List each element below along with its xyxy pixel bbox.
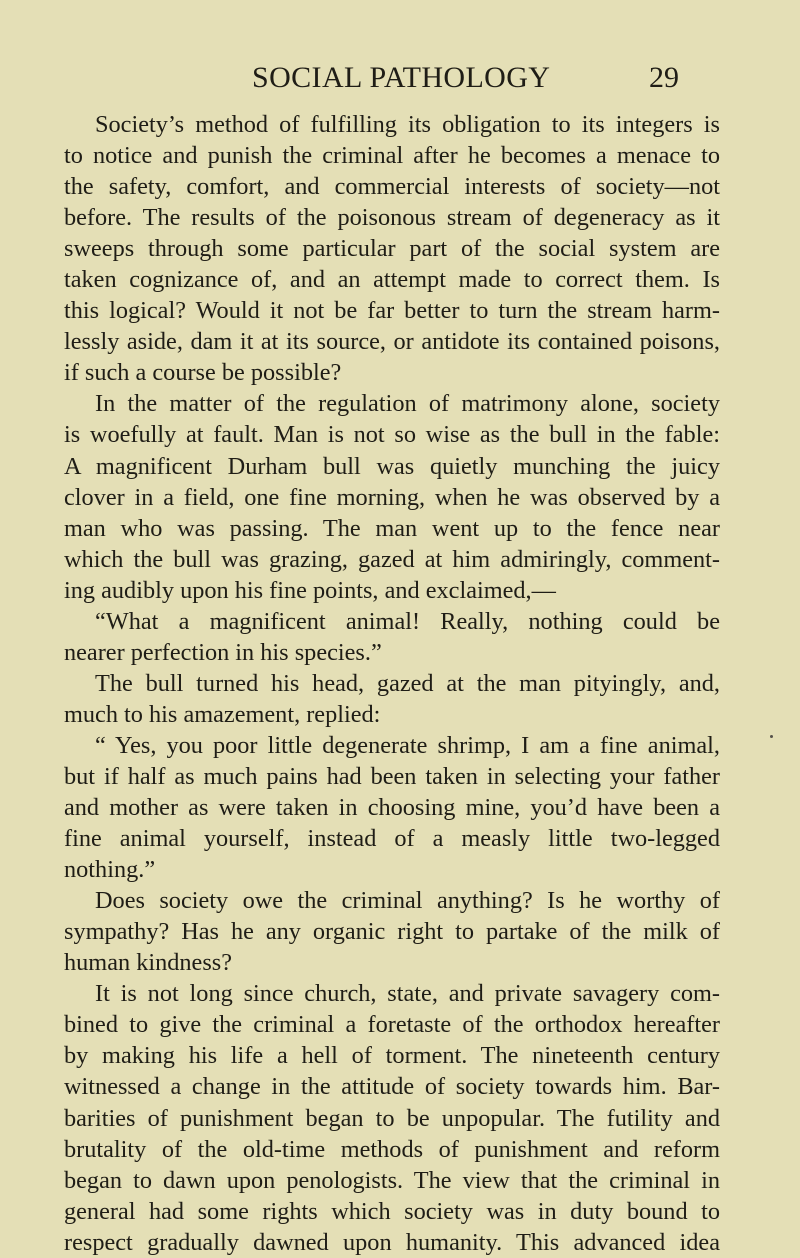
text-line: man who was passing. The man went up to the fence near — [64, 514, 720, 542]
text-line: if such a course be possible? — [64, 359, 342, 387]
running-head — [0, 58, 800, 98]
text-line: respect gradually dawned upon humanity. This advanced idea — [64, 1228, 720, 1256]
text-line: to notice and punish the criminal after he becomes a menace to — [64, 142, 720, 170]
text-line: and mother as were taken in choosing mine, you’d have been a — [64, 794, 720, 822]
text-line: Society’s method of fulfilling its obligation to its integers is — [95, 111, 720, 138]
text-line: The bull turned his head, gazed at the man pityingly, and, — [95, 669, 720, 697]
text-line: taken cognizance of, and an attempt made to correct them. Is — [64, 266, 720, 294]
text-line: this logical? Would it not be far better to turn the stream harm- — [64, 297, 720, 325]
text-line: clover in a field, one fine morning, when he was observed by a — [64, 483, 720, 511]
running-title: SOCIAL PATHOLOGY — [252, 61, 551, 94]
body-text — [64, 109, 720, 1258]
text-line: before. The results of the poisonous stream of degeneracy as it — [64, 204, 720, 232]
text-line: is woefully at fault. Man is not so wise as the bull in the fable: — [64, 421, 720, 449]
text-line: much to his amazement, replied: — [64, 700, 381, 728]
text-line: It is not long since church, state, and private savagery com- — [95, 980, 720, 1008]
text-line: but if half as much pains had been taken in selecting your father — [64, 762, 720, 790]
text-line: fine animal yourself, instead of a measly little two-legged — [64, 825, 720, 853]
text-line: the safety, comfort, and commercial interests of society—not — [64, 173, 720, 201]
text-line: which the bull was grazing, gazed at him admiringly, comment- — [64, 545, 720, 573]
page-number: 29 — [649, 61, 679, 94]
text-line: nearer perfection in his species.” — [64, 638, 382, 666]
text-line: “What a magnificent animal! Really, nothing could be — [95, 607, 720, 635]
text-line: sweeps through some particular part of the social system are — [64, 235, 720, 263]
text-line: general had some rights which society was in duty bound to — [64, 1197, 720, 1225]
text-line: human kindness? — [64, 949, 233, 977]
text-line: began to dawn upon penologists. The view that the criminal in — [64, 1166, 720, 1194]
text-line: barities of punishment began to be unpopular. The futility and — [64, 1104, 720, 1132]
text-line: bined to give the criminal a foretaste of the orthodox hereafter — [64, 1011, 720, 1039]
text-line: In the matter of the regulation of matrimony alone, society — [95, 390, 720, 418]
text-line: lessly aside, dam it at its source, or antidote its contained poisons, — [64, 328, 720, 356]
text-line: Does society owe the criminal anything? Is he worthy of — [95, 887, 720, 915]
text-line: brutality of the old-time methods of punishment and reform — [64, 1135, 720, 1163]
text-line: witnessed a change in the attitude of society towards him. Bar- — [64, 1073, 720, 1101]
margin-speck — [770, 735, 773, 738]
text-line: sympathy? Has he any organic right to partake of the milk of — [64, 918, 720, 946]
text-line: nothing.” — [64, 856, 156, 884]
text-line: A magnificent Durham bull was quietly munching the juicy — [64, 452, 720, 480]
text-line: by making his life a hell of torment. The nineteenth century — [64, 1042, 720, 1070]
text-line: “ Yes, you poor little degenerate shrimp, I am a fine animal, — [95, 731, 720, 759]
text-line: ing audibly upon his fine points, and exclaimed,— — [64, 576, 556, 604]
